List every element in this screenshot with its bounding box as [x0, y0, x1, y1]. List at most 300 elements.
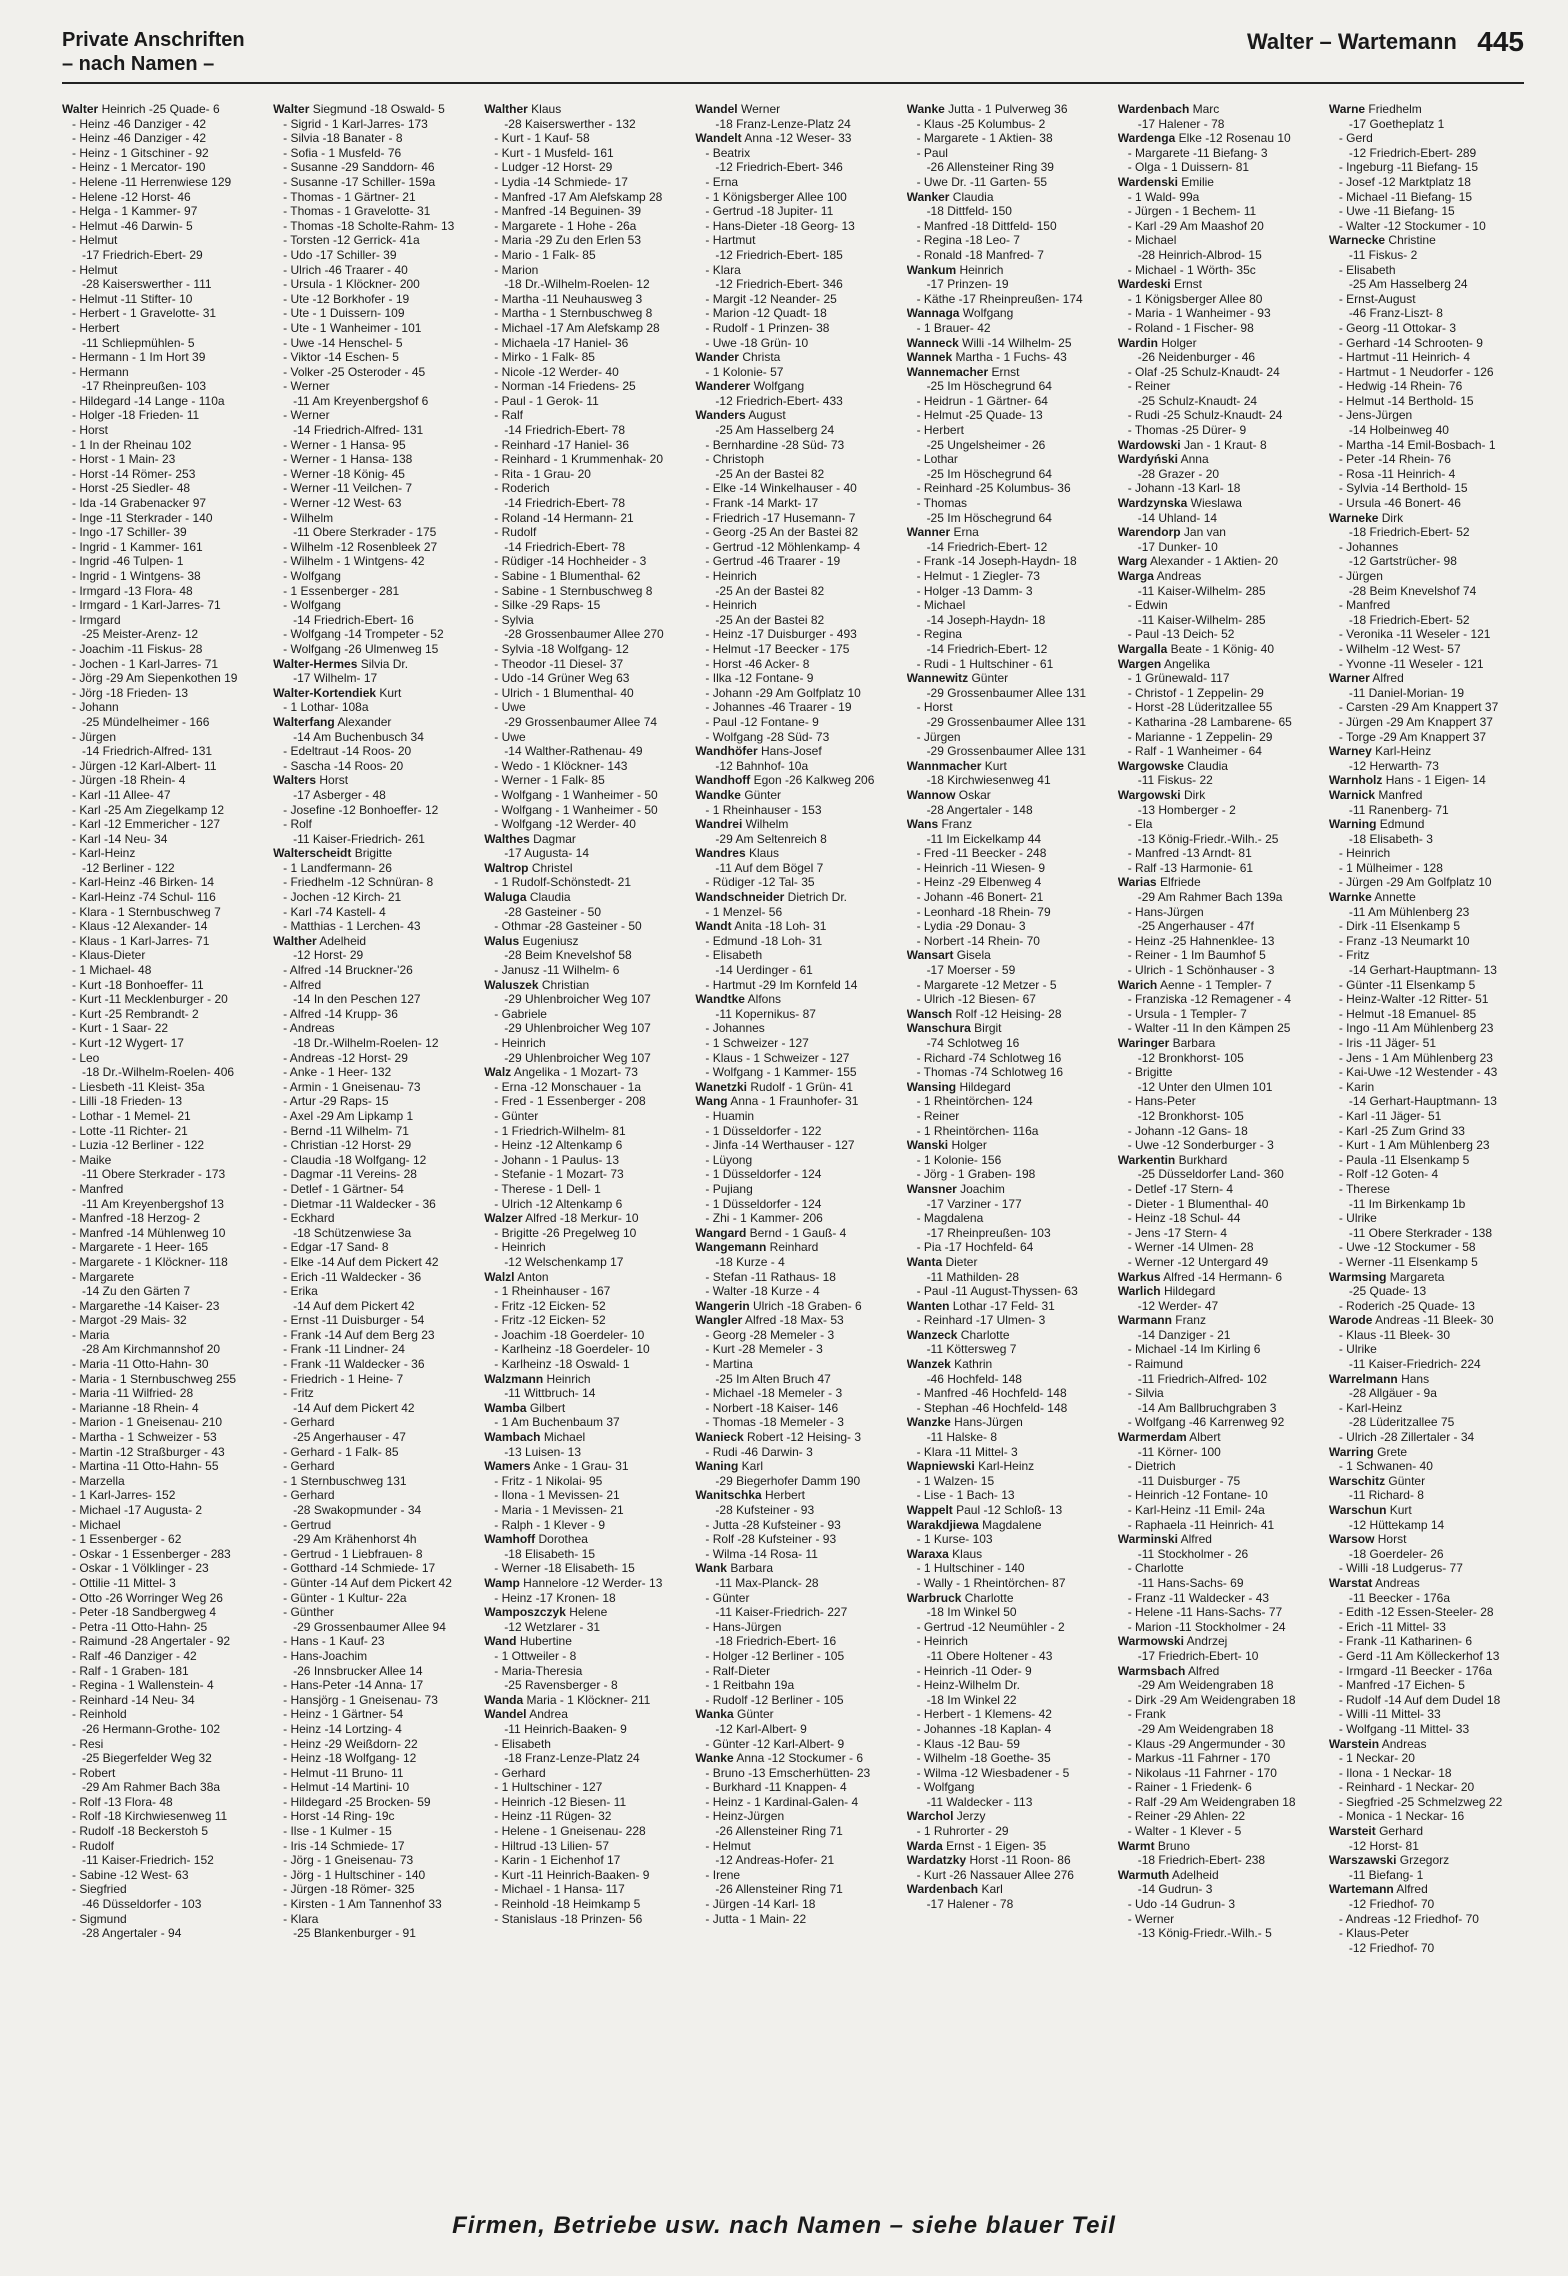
directory-entry: - Fritz — [1338, 948, 1370, 963]
directory-entry: - Wolfgang -12 Werder- 40 — [494, 817, 636, 832]
directory-entry: - Hans-Jürgen — [705, 1619, 782, 1634]
directory-entry: - Käthe -17 Rheinpreußen- 174 — [916, 291, 1083, 306]
directory-entry: - Ingo -17 Schiller- 39 — [72, 525, 187, 540]
directory-entry: -29 Uhlenbroicher Weg 107 — [504, 1021, 651, 1036]
surname: Wardeski — [1117, 277, 1171, 292]
directory-entry: -11 Beecker - 176a — [1348, 1590, 1451, 1605]
directory-entry: - Wilma -12 Wiesbadener - 5 — [916, 1765, 1070, 1780]
directory-entry: Walz Angelika - 1 Mozart- 73 — [484, 1065, 638, 1080]
surname: Wang — [695, 1094, 728, 1109]
directory-entry: - Ronald -18 Manfred- 7 — [916, 247, 1044, 262]
directory-entry: - Georg -25 An der Bastei 82 — [705, 525, 859, 540]
surname: Wanda — [484, 1692, 524, 1707]
directory-entry: - Gerhard -14 Schrooten- 9 — [1338, 335, 1483, 350]
directory-entry: - Werner — [283, 408, 330, 423]
directory-entry: - Manfred -14 Beguinen- 39 — [494, 204, 642, 219]
directory-entry: - Ulrich -28 Zillertaler - 34 — [1338, 1430, 1475, 1445]
directory-entry: - Christoph — [705, 452, 765, 467]
directory-entry: - Martha -14 Emil-Bosbach- 1 — [1338, 437, 1496, 452]
directory-entry: -12 Horst- 81 — [1348, 1838, 1419, 1853]
directory-entry: -29 Am Rahmer Bach 139a — [1137, 890, 1283, 905]
directory-entry: -14 Friedrich-Ebert- 78 — [504, 539, 625, 554]
directory-entry: - 1 Hultschiner - 140 — [916, 1561, 1025, 1576]
directory-entry: - Heinz -18 Schul- 44 — [1127, 1211, 1241, 1226]
directory-entry: - Ralf -29 Am Weidengraben 18 — [1127, 1794, 1296, 1809]
directory-entry: - Martina -11 Otto-Hahn- 55 — [72, 1459, 219, 1474]
directory-entry: - Erika — [283, 1284, 318, 1299]
directory-entry: - Helene -11 Hans-Sachs- 77 — [1127, 1605, 1283, 1620]
directory-entry: -28 Angertaler - 148 — [926, 802, 1033, 817]
directory-entry: -14 Friedrich-Ebert- 78 — [504, 423, 625, 438]
directory-entry: - Helga - 1 Kammer- 97 — [72, 204, 198, 219]
surname: Wandschneider — [695, 890, 785, 905]
directory-entry: Wanner Erna — [906, 525, 979, 540]
directory-entry: - Frank -14 Joseph-Haydn- 18 — [916, 554, 1077, 569]
directory-entry: - Wilhelm -12 West- 57 — [1338, 641, 1461, 656]
directory-entry: -28 Kaiserswerther - 111 — [82, 277, 212, 292]
directory-entry: - Frank -11 Waldecker - 36 — [283, 1357, 425, 1372]
directory-entry: Warchol Jerzy — [906, 1809, 986, 1824]
directory-entry: - Kurt -26 Nassauer Allee 276 — [916, 1867, 1074, 1882]
directory-entry: - Beatrix — [705, 145, 751, 160]
directory-entry: - Heidrun - 1 Gärtner- 64 — [916, 393, 1048, 408]
directory-entry: - Michael — [1127, 233, 1177, 248]
directory-entry: - Maria -29 Zu den Erlen 53 — [494, 233, 642, 248]
directory-entry: - Siegfried — [72, 1882, 127, 1897]
directory-entry: - Ralph - 1 Klever - 9 — [494, 1517, 605, 1532]
directory-entry: - Hans-Jürgen — [1127, 904, 1204, 919]
surname: Waluszek — [484, 977, 539, 992]
directory-entry: - 1 Michael- 48 — [72, 963, 152, 978]
directory-entry: - Heinz -18 Wolfgang- 12 — [283, 1751, 417, 1766]
directory-entry: Walterscheidt Brigitte — [273, 846, 393, 861]
directory-entry: - Andreas -12 Horst- 29 — [283, 1050, 408, 1065]
directory-entry: Warner Alfred — [1328, 671, 1404, 686]
directory-entry: - Johannes — [705, 1021, 765, 1036]
surname: Wardatzky — [906, 1853, 967, 1868]
directory-entry: - Marzella — [72, 1473, 125, 1488]
directory-entry: - Margarete - 1 Aktien- 38 — [916, 131, 1053, 146]
surname: Wankum — [906, 262, 957, 277]
directory-entry: - Herbert — [72, 320, 120, 335]
directory-entry: - 1 Rheintörchen- 124 — [916, 1094, 1033, 1109]
directory-entry: - 1 Landfermann- 26 — [283, 860, 392, 875]
directory-entry: - Heinrich — [1338, 846, 1391, 861]
directory-entry: -11 Fiskus- 22 — [1137, 773, 1213, 788]
surname: Warschun — [1328, 1503, 1387, 1517]
directory-entry: - Sabine - 1 Blumenthal- 62 — [494, 569, 641, 583]
directory-entry: - 1 Sternbuschweg 131 — [283, 1473, 407, 1488]
surname: Wamers — [484, 1459, 531, 1474]
directory-entry: Waluga Claudia — [484, 890, 571, 905]
directory-entry: Wanta Dieter — [906, 1254, 978, 1269]
directory-entry: - Stanislaus -18 Prinzen- 56 — [494, 1911, 643, 1926]
directory-entry: -12 Gartstrücher- 98 — [1348, 554, 1457, 569]
directory-entry: - 1 Neckar- 20 — [1338, 1751, 1415, 1766]
directory-column-5 — [907, 102, 1106, 2182]
directory-entry: - Manfred -17 Eichen- 5 — [1338, 1678, 1465, 1693]
directory-entry: - Manfred — [72, 1181, 124, 1196]
directory-entry: - 1 Walzen- 15 — [916, 1473, 995, 1488]
directory-entry: - Klaus -12 Alexander- 14 — [72, 919, 208, 934]
directory-entry: - Rainer - 1 Friedenk- 6 — [1127, 1780, 1252, 1795]
directory-entry: - Johann -12 Gans- 18 — [1127, 1123, 1248, 1138]
directory-entry: -25 Im Höschegrund 64 — [926, 510, 1052, 525]
directory-entry: - Andreas — [283, 1021, 335, 1036]
directory-entry: - Ralf - 1 Wanheimer - 64 — [1127, 744, 1262, 759]
directory-entry: - 1 Kurse- 103 — [916, 1532, 993, 1547]
directory-entry: - Rolf -18 Kirchwiesenweg 11 — [72, 1809, 228, 1824]
directory-entry: - Brigitte — [1127, 1065, 1173, 1080]
directory-column-4 — [695, 102, 894, 2182]
directory-entry: - Gertrud - 1 Liebfrauen- 8 — [283, 1546, 423, 1561]
directory-entry: - Roland -14 Hermann- 21 — [494, 510, 634, 525]
directory-entry: -25 Quade- 13 — [1348, 1284, 1427, 1299]
directory-entry: -25 An der Bastei 82 — [715, 466, 825, 481]
surname: Wandke — [695, 787, 741, 802]
surname: Warney — [1328, 744, 1372, 759]
directory-entry: -14 Gerhart-Hauptmann- 13 — [1348, 963, 1497, 978]
directory-entry: -11 Biefang- 1 — [1348, 1867, 1424, 1882]
surname: Warkus — [1117, 1269, 1161, 1284]
directory-entry: -29 Grossenbaumer Allee 131 — [926, 714, 1086, 729]
surname: Waltrop — [484, 860, 529, 875]
directory-entry: - Friedrich - 1 Heine- 7 — [283, 1371, 404, 1386]
directory-entry: Wanda Maria - 1 Klöckner- 211 — [484, 1692, 651, 1707]
directory-entry: - Dirk -11 Elsenkamp 5 — [1338, 919, 1460, 934]
directory-entry: Warschun Kurt — [1328, 1503, 1412, 1517]
directory-entry: - Sascha -14 Roos- 20 — [283, 758, 404, 773]
directory-entry: - Sabine - 1 Sternbuschweg 8 — [494, 583, 653, 598]
directory-entry: -11 Mathilden- 28 — [926, 1269, 1020, 1284]
directory-entry: -18 Goerdeler- 26 — [1348, 1546, 1444, 1561]
directory-entry: - Paul — [916, 145, 948, 160]
directory-entry: - Horst - 1 Main- 23 — [72, 452, 176, 467]
directory-entry: -14 Danziger - 21 — [1137, 1327, 1231, 1342]
directory-entry: - Manfred -46 Hochfeld- 148 — [916, 1386, 1067, 1401]
directory-entry: - Willi -18 Ludgerus- 77 — [1338, 1561, 1463, 1576]
surname: Warmsing — [1328, 1269, 1387, 1284]
surname: Waringer — [1117, 1036, 1170, 1050]
directory-entry: - 1 Rheintörchen- 116a — [916, 1123, 1039, 1138]
directory-entry: Wardenbach Marc — [1117, 102, 1220, 116]
directory-entry: - 1 Ruhrorter - 29 — [916, 1824, 1009, 1839]
surname: Walther — [273, 933, 317, 948]
directory-entry: -12 Welschenkamp 17 — [504, 1254, 624, 1269]
directory-entry: -28 Allgäuer - 9a — [1348, 1386, 1437, 1401]
directory-entry: Warkus Alfred -14 Hermann- 6 — [1117, 1269, 1282, 1284]
surname: Wardowski — [1117, 437, 1181, 452]
directory-entry: Warmann Franz — [1117, 1313, 1206, 1328]
directory-entry: - Sofia - 1 Musfeld- 76 — [283, 145, 402, 160]
directory-entry: Wannewitz Günter — [906, 671, 1009, 686]
directory-entry: - Heinz -25 Hahnenklee- 13 — [1127, 933, 1275, 948]
directory-entry: - Franz -13 Neumarkt 10 — [1338, 933, 1470, 948]
directory-entry: - Heinrich — [705, 569, 757, 583]
directory-entry: - Gabriele — [494, 1006, 547, 1021]
directory-entry: -25 An der Bastei 82 — [715, 612, 825, 627]
directory-entry: - Heinrich -11 Wiesen- 9 — [916, 860, 1046, 875]
directory-entry: Warning Edmund — [1328, 817, 1425, 832]
directory-entry: - Dagmar -11 Vereins- 28 — [283, 1167, 417, 1182]
directory-entry: - Herbert - 1 Klemens- 42 — [916, 1707, 1052, 1722]
directory-entry: - Gertrud -18 Jupiter- 11 — [705, 204, 834, 219]
directory-entry: - Werner — [283, 379, 330, 394]
surname: Walz — [484, 1065, 512, 1080]
directory-entry: - Helmut -11 Stifter- 10 — [72, 291, 193, 306]
directory-entry: - Karl-Heinz — [72, 846, 136, 861]
directory-entry: -25 Am Hasselberg 24 — [715, 423, 835, 438]
directory-entry: Warakdjiewa Magdalene — [906, 1517, 1042, 1532]
directory-entry: - Hartmut - 1 Neudorfer - 126 — [1338, 364, 1494, 379]
directory-entry: - Viktor -14 Eschen- 5 — [283, 350, 399, 365]
directory-entry: Wandel Werner — [695, 102, 781, 116]
directory-entry: - Siegfried -25 Schmelzweg 22 — [1338, 1794, 1503, 1809]
directory-entry: -12 Unter den Ulmen 101 — [1137, 1079, 1273, 1094]
directory-entry: - 1 Kolonie- 57 — [705, 364, 784, 379]
directory-entry: - Jürgen -29 Am Golfplatz 10 — [1338, 875, 1492, 890]
surname: Wannow — [906, 787, 956, 802]
directory-entry: - Joachim -11 Fiskus- 28 — [72, 641, 203, 656]
directory-entry: Wanetzki Rudolf - 1 Grün- 41 — [695, 1079, 854, 1094]
directory-entry: Wansner Joachim — [906, 1181, 1005, 1196]
directory-entry: Warmsing Margareta — [1328, 1269, 1445, 1284]
surname: Warchol — [906, 1809, 954, 1824]
directory-entry: - Franziska -12 Remagener - 4 — [1127, 992, 1292, 1007]
directory-entry: -14 Friedrich-Ebert- 78 — [504, 496, 625, 511]
surname: Walzl — [484, 1269, 515, 1284]
directory-entry: -17 Halener - 78 — [926, 1897, 1014, 1912]
directory-entry: - Alfred -14 Krupp- 36 — [283, 1006, 398, 1021]
directory-entry: - Günter — [494, 1108, 539, 1123]
surname: Wardzynska — [1117, 496, 1188, 511]
directory-entry: - Karl -14 Neu- 34 — [72, 831, 168, 846]
directory-entry: - Wolfgang - 1 Wanheimer - 50 — [494, 802, 658, 817]
directory-entry: - Ingrid - 1 Kammer- 161 — [72, 539, 203, 554]
directory-entry: - Karin — [1338, 1079, 1375, 1094]
directory-entry: - Sigrid - 1 Karl-Jarres- 173 — [283, 116, 428, 131]
directory-entry: - Georg -11 Ottokar- 3 — [1338, 320, 1456, 335]
directory-entry: -11 Kopernikus- 87 — [715, 1006, 816, 1021]
directory-entry: - Ulrich -12 Biesen- 67 — [916, 992, 1036, 1007]
directory-entry: - Reinhold — [72, 1707, 127, 1722]
surname: Wanner — [906, 525, 951, 540]
directory-entry: - Ursula - 1 Klöckner- 200 — [283, 277, 420, 292]
directory-entry: - Wolfgang — [283, 598, 341, 613]
directory-entry: Warnke Annette — [1328, 890, 1416, 905]
directory-entry: -74 Schlotweg 16 — [926, 1036, 1020, 1050]
surname: Wans — [906, 817, 939, 832]
directory-entry: - Klaus - 1 Karl-Jarres- 71 — [72, 933, 210, 948]
directory-entry: - Rudi -25 Schulz-Knaudt- 24 — [1127, 408, 1283, 423]
directory-entry: - Therese - 1 Dell- 1 — [494, 1181, 601, 1196]
directory-entry: Warszawski Grzegorz — [1328, 1853, 1450, 1868]
directory-entry: - Udo -17 Schiller- 39 — [283, 247, 397, 262]
directory-entry: Wardenbach Karl — [906, 1882, 1003, 1897]
directory-entry: - Josef -12 Marktplatz 18 — [1338, 174, 1471, 189]
surname: Walzmann — [484, 1371, 544, 1386]
directory-entry: - Bernhardine -28 Süd- 73 — [705, 437, 845, 452]
directory-entry: -18 Elisabeth- 15 — [504, 1546, 596, 1561]
directory-entry: - Wolfgang -14 Trompeter - 52 — [283, 627, 444, 642]
directory-entry: - Rolf -12 Goten- 4 — [1338, 1167, 1439, 1182]
directory-entry: - 1 Grünewald- 117 — [1127, 671, 1230, 686]
directory-entry: - Maria — [72, 1327, 110, 1342]
directory-entry: - Andreas -12 Friedhof- 70 — [1338, 1911, 1479, 1926]
directory-entry: - Ulrich -46 Traarer - 40 — [283, 262, 408, 277]
surname: Warneke — [1328, 510, 1379, 525]
directory-entry: - Margarete -11 Biefang- 3 — [1127, 145, 1268, 160]
directory-entry: -11 Wittbruch- 14 — [504, 1386, 596, 1401]
directory-entry: - Walter -11 In den Kämpen 25 — [1127, 1021, 1291, 1036]
directory-entry: Wandhoff Egon -26 Kalkweg 206 — [695, 773, 875, 788]
directory-entry: - Thomas -18 Memeler - 3 — [705, 1415, 844, 1430]
directory-entry: - Rudolf — [494, 525, 537, 540]
directory-entry: - 1 Hultschiner - 127 — [494, 1780, 603, 1795]
directory-entry: - Dirk -29 Am Weidengraben 18 — [1127, 1692, 1296, 1707]
directory-entry: - Werner - 1 Hansa- 138 — [283, 452, 413, 467]
directory-entry: - Lothar - 1 Memel- 21 — [72, 1108, 191, 1123]
directory-column-2 — [273, 102, 472, 2182]
directory-entry: - Maria - 1 Mevissen- 21 — [494, 1503, 624, 1517]
directory-entry: -25 Im Höschegrund 64 — [926, 379, 1052, 394]
directory-entry: Wanschura Birgit — [906, 1021, 1002, 1036]
directory-entry: -29 Grossenbaumer Allee 131 — [926, 685, 1086, 700]
section-title — [62, 28, 245, 76]
directory-entry: - Robert — [72, 1765, 116, 1780]
directory-entry: - Ulrich - 1 Blumenthal- 40 — [494, 685, 634, 700]
directory-entry: Wansing Hildegard — [906, 1079, 1011, 1094]
directory-entry: - Kai-Uwe -12 Westender - 43 — [1338, 1065, 1498, 1080]
directory-entry: Warnholz Hans - 1 Eigen- 14 — [1328, 773, 1486, 788]
directory-entry: - Margarete -12 Metzer - 5 — [916, 977, 1057, 992]
directory-entry: - Sylvia -14 Berthold- 15 — [1338, 481, 1468, 496]
directory-entry: Waluszek Christian — [484, 977, 590, 992]
directory-entry: - Kurt -18 Bonhoeffer- 11 — [72, 977, 204, 992]
directory-entry: - Richard -74 Schlotweg 16 — [916, 1050, 1062, 1065]
directory-entry: - Klaus-Dieter — [72, 948, 146, 963]
directory-entry: -28 Heinrich-Albrod- 15 — [1137, 247, 1262, 262]
directory-entry: Wardenga Elke -12 Rosenau 10 — [1117, 131, 1291, 146]
directory-entry: Walther Klaus — [484, 102, 562, 116]
directory-entry: Warschitz Günter — [1328, 1473, 1426, 1488]
directory-entry: - Christof - 1 Zeppelin- 29 — [1127, 685, 1264, 700]
footer-note: Firmen, Betriebe usw. nach Namen – siehe blauer Teil — [452, 2212, 1116, 2239]
directory-entry: - Jürgen — [72, 729, 117, 744]
directory-entry: - Gerd -11 Am Kölleckerhof 13 — [1338, 1648, 1500, 1663]
directory-entry: - Josefine -12 Bonhoeffer- 12 — [283, 802, 439, 817]
directory-entry: -26 Allensteiner Ring 39 — [926, 160, 1054, 175]
directory-entry: - Mario - 1 Falk- 85 — [494, 247, 596, 262]
directory-entry: Wannemacher Ernst — [906, 364, 1020, 379]
directory-entry: - Walter -12 Stockumer - 10 — [1338, 218, 1486, 233]
directory-entry: - Holger -18 Frieden- 11 — [72, 408, 200, 423]
directory-entry: -14 Friedrich-Alfred- 131 — [293, 423, 424, 438]
directory-entry: Waltrop Christel — [484, 860, 573, 875]
directory-entry: - Reinhard - 1 Krummenhak- 20 — [494, 452, 664, 467]
surname: Wansing — [906, 1079, 957, 1094]
directory-entry: Warlich Hildegard — [1117, 1284, 1216, 1299]
directory-entry: -17 Wilhelm- 17 — [293, 671, 378, 686]
directory-entry: - Othmar -28 Gasteiner - 50 — [494, 919, 642, 934]
directory-entry: - Walter -18 Kurze - 4 — [705, 1284, 820, 1299]
directory-entry: - Jens -17 Stern- 4 — [1127, 1225, 1228, 1240]
surname: Wandel — [695, 102, 738, 116]
directory-entry: - Frank -14 Markt- 17 — [705, 496, 819, 511]
surname: Warnecke — [1328, 233, 1386, 248]
directory-entry: - Irmgard -13 Flora- 48 — [72, 583, 193, 598]
directory-entry: - Gertrud -46 Traarer - 19 — [705, 554, 841, 569]
surname: Warmann — [1117, 1313, 1172, 1328]
directory-entry: -11 Obere Holtener - 43 — [926, 1648, 1053, 1663]
directory-entry: - Thomas - 1 Gärtner- 21 — [283, 189, 416, 204]
directory-entry: - 1 Am Buchenbaum 37 — [494, 1415, 620, 1430]
directory-entry: - Werner — [1127, 1911, 1175, 1926]
surname: Wangerin — [695, 1298, 750, 1313]
directory-entry: - Rosa -11 Heinrich- 4 — [1338, 466, 1456, 481]
directory-entry: - Kurt - 1 Kauf- 58 — [494, 131, 590, 146]
directory-entry: -25 Biegerfelder Weg 32 — [82, 1751, 212, 1766]
directory-entry: - Martha - 1 Sternbuschweg 8 — [494, 306, 653, 321]
directory-entry: -29 Grossenbaumer Allee 74 — [504, 714, 658, 729]
directory-entry: -11 Obere Sterkrader - 175 — [293, 525, 437, 540]
directory-entry: - Günter -11 Elsenkamp 5 — [1338, 977, 1476, 992]
directory-entry: - Lotte -11 Richter- 21 — [72, 1123, 188, 1138]
directory-entry: - Yvonne -11 Weseler - 121 — [1338, 656, 1484, 671]
directory-entry: -14 Friedrich-Alfred- 131 — [82, 744, 213, 759]
directory-entry: -46 Franz-Liszt- 8 — [1348, 306, 1443, 321]
directory-entry: - Ela — [1127, 817, 1153, 832]
directory-entry: - Helmut -46 Darwin- 5 — [72, 218, 193, 233]
directory-entry: -25 Ravensberger - 8 — [504, 1678, 618, 1693]
directory-entry: -28 Swakopmunder - 34 — [293, 1503, 422, 1517]
directory-entry: - Thomas — [916, 496, 968, 511]
directory-entry: Warnecke Christine — [1328, 233, 1436, 248]
directory-entry: Wandrei Wilhelm — [695, 817, 789, 832]
directory-entry: - 1 Rheinhauser - 167 — [494, 1284, 611, 1299]
directory-entry: - Karl-Heinz -46 Birken- 14 — [72, 875, 215, 890]
directory-entry: -14 Gudrun- 3 — [1137, 1882, 1213, 1897]
directory-entry: - Heinrich — [494, 1036, 546, 1050]
surname: Warkentin — [1117, 1152, 1176, 1167]
directory-entry: Wanneck Willi -14 Wilhelm- 25 — [906, 335, 1072, 350]
directory-entry: -11 Köttersweg 7 — [926, 1342, 1017, 1357]
directory-entry: - Iris -11 Jäger- 51 — [1338, 1036, 1436, 1050]
directory-entry: - Johannes -18 Kaplan- 4 — [916, 1721, 1052, 1736]
directory-entry: Warmuth Adelheid — [1117, 1867, 1219, 1882]
surname: Walter — [273, 102, 310, 116]
directory-entry: - Peter -18 Sandbergweg 4 — [72, 1605, 217, 1620]
directory-entry: - Wolfgang -46 Karrenweg 92 — [1127, 1415, 1285, 1430]
directory-entry: -14 Uhland- 14 — [1137, 510, 1218, 525]
directory-entry: - Johann -46 Bonert- 21 — [916, 890, 1044, 905]
directory-entry: - Dietrich — [1127, 1459, 1176, 1474]
directory-entry: - Margarete — [72, 1269, 135, 1284]
directory-entry: - Brigitte -26 Pregelweg 10 — [494, 1225, 637, 1240]
directory-entry: - Markus -11 Fahrner - 170 — [1127, 1751, 1271, 1766]
directory-entry: Wardin Holger — [1117, 335, 1197, 350]
directory-entry: - Olaf -25 Schulz-Knaudt- 24 — [1127, 364, 1280, 379]
directory-entry: Warg Alexander - 1 Aktien- 20 — [1117, 554, 1279, 569]
surname: Warsow — [1328, 1532, 1375, 1547]
directory-entry: -13 König-Friedr.-Wilh.- 25 — [1137, 831, 1279, 846]
directory-entry: - Manfred -18 Herzog- 2 — [72, 1211, 201, 1226]
directory-entry: - Maike — [72, 1152, 112, 1167]
directory-entry: Warbruck Charlotte — [906, 1590, 1014, 1605]
directory-entry: Walters Horst — [273, 773, 349, 788]
directory-entry: - Oskar - 1 Völklinger - 23 — [72, 1561, 209, 1576]
directory-entry: -29 Biegerhofer Damm 190 — [715, 1473, 861, 1488]
